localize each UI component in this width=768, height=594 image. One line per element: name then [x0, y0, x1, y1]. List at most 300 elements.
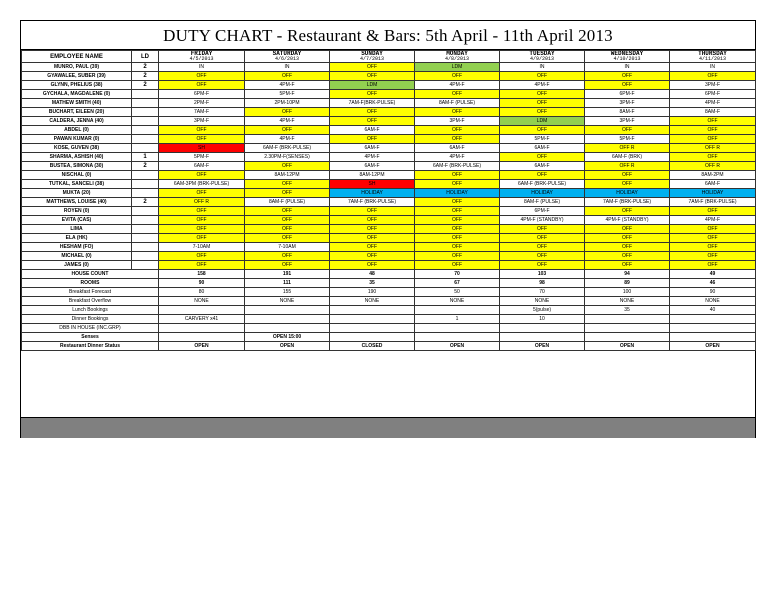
shift-cell: OFF — [585, 81, 670, 90]
shift-cell: OFF — [585, 243, 670, 252]
ld-value — [132, 216, 159, 225]
shift-cell: OFF — [500, 126, 585, 135]
summary-value — [670, 315, 756, 324]
summary-value: CARVERY x41 — [159, 315, 245, 324]
shift-cell: 8AM-F — [585, 108, 670, 117]
shift-cell: HOLIDAY — [415, 189, 500, 198]
shift-cell: OFF — [670, 225, 756, 234]
shift-cell: OFF — [330, 225, 415, 234]
summary-value: 10 — [500, 315, 585, 324]
ld-value: 1 — [132, 153, 159, 162]
day-name: SUNDAY — [361, 50, 383, 57]
employee-row — [22, 234, 756, 243]
shift-cell: OFF — [330, 234, 415, 243]
employee-row — [22, 189, 756, 198]
ld-value — [132, 135, 159, 144]
shift-cell: OFF — [585, 72, 670, 81]
summary-value: 50 — [415, 288, 500, 297]
shift-cell: 4PM-F — [500, 81, 585, 90]
shift-cell: 5PM-F — [585, 135, 670, 144]
employee-name: ELA (HK) — [22, 234, 132, 243]
summary-value — [670, 324, 756, 333]
ld-value — [132, 225, 159, 234]
shift-cell: 6AM-F (BRK-PULSE) — [245, 144, 330, 153]
employee-name: BUSTEA, SIMONA (30) — [22, 162, 132, 171]
shift-cell: OFF — [415, 207, 500, 216]
employee-row — [22, 126, 756, 135]
shift-cell: 6AM-F — [415, 144, 500, 153]
day-header — [245, 51, 330, 63]
shift-cell: OFF — [670, 126, 756, 135]
shift-cell: 3PM-F — [159, 117, 245, 126]
shift-cell: 6AM-F — [330, 144, 415, 153]
day-name: THURSDAY — [698, 50, 727, 57]
shift-cell: OFF — [585, 225, 670, 234]
shift-cell: OFF — [500, 225, 585, 234]
summary-value — [670, 333, 756, 342]
employee-name: TUTKAL, SANCELI (38) — [22, 180, 132, 189]
summary-row — [22, 342, 756, 351]
shift-cell: OFF — [500, 72, 585, 81]
shift-cell: OFF — [330, 63, 415, 72]
shift-cell: 4PM-F — [245, 117, 330, 126]
employee-row — [22, 162, 756, 171]
shift-cell: OFF — [330, 117, 415, 126]
shift-cell: 7AM-F(BRK-PULSE) — [330, 99, 415, 108]
day-date: 4/11/2013 — [698, 56, 726, 62]
employee-name: GYAWALEE, SUBER (39) — [22, 72, 132, 81]
summary-value: 48 — [330, 270, 415, 279]
shift-cell: OFF — [245, 261, 330, 270]
shift-cell: OFF — [245, 72, 330, 81]
shift-cell: 2PM-F — [159, 99, 245, 108]
shift-cell: 8AM-12PM — [330, 171, 415, 180]
day-name: MONDAY — [446, 50, 468, 57]
ld-value — [132, 171, 159, 180]
shift-cell: OFF — [500, 252, 585, 261]
shift-cell: OFF — [415, 243, 500, 252]
summary-value: NONE — [585, 297, 670, 306]
shift-cell: OFF — [500, 108, 585, 117]
shift-cell: OFF — [500, 90, 585, 99]
summary-label: Senses — [22, 333, 159, 342]
day-header — [500, 51, 585, 63]
summary-value — [585, 315, 670, 324]
day-date: 4/5/2013 — [189, 56, 214, 62]
summary-label: Breakfast Forecast — [22, 288, 159, 297]
summary-value: 100 — [585, 288, 670, 297]
summary-value — [330, 324, 415, 333]
ld-value — [132, 144, 159, 153]
employee-name: CALDERA, JENNA (40) — [22, 117, 132, 126]
shift-cell: OFF — [245, 225, 330, 234]
shift-cell: OFF — [415, 261, 500, 270]
shift-cell: 4PM-F — [670, 99, 756, 108]
shift-cell: OFF — [585, 207, 670, 216]
ld-value — [132, 117, 159, 126]
summary-value: NONE — [670, 297, 756, 306]
chart-title: DUTY CHART - Restaurant & Bars: 5th April - 11th April 2013 — [21, 21, 755, 50]
shift-cell: 8AM-12PM — [245, 171, 330, 180]
shift-cell: OFF — [245, 108, 330, 117]
shift-cell: OFF R — [159, 198, 245, 207]
shift-cell: 7-10AM — [245, 243, 330, 252]
summary-row — [22, 270, 756, 279]
shift-cell: OFF — [415, 135, 500, 144]
employee-row — [22, 99, 756, 108]
ld-value — [132, 90, 159, 99]
summary-value — [585, 333, 670, 342]
shift-cell: OFF — [415, 252, 500, 261]
footer-bar — [21, 417, 755, 438]
employee-row — [22, 72, 756, 81]
summary-value — [500, 333, 585, 342]
shift-cell: OFF — [245, 216, 330, 225]
employee-row — [22, 252, 756, 261]
summary-value: OPEN — [585, 342, 670, 351]
employee-row — [22, 81, 756, 90]
summary-value — [415, 333, 500, 342]
summary-value: NONE — [159, 297, 245, 306]
shift-cell: 6AM-F — [159, 162, 245, 171]
ld-value: 2 — [132, 72, 159, 81]
summary-value: CLOSED — [330, 342, 415, 351]
summary-value: OPEN 15:00 — [245, 333, 330, 342]
shift-cell: 4PM-F — [415, 153, 500, 162]
employee-name: NISCHAL (0) — [22, 171, 132, 180]
shift-cell: OFF — [670, 207, 756, 216]
shift-cell: OFF R — [585, 144, 670, 153]
shift-cell: OFF — [415, 198, 500, 207]
employee-row — [22, 144, 756, 153]
employee-row — [22, 225, 756, 234]
employee-row — [22, 216, 756, 225]
day-header — [330, 51, 415, 63]
employee-row — [22, 198, 756, 207]
shift-cell: OFF — [500, 153, 585, 162]
summary-value: 46 — [670, 279, 756, 288]
shift-cell: 6AM-F (BRK) — [585, 153, 670, 162]
shift-cell: OFF — [330, 72, 415, 81]
shift-cell: OFF — [159, 81, 245, 90]
shift-cell: 8AM-F (PULSE) — [245, 198, 330, 207]
employee-row — [22, 261, 756, 270]
shift-cell: OFF — [245, 207, 330, 216]
shift-cell: 8AM-2PM — [670, 171, 756, 180]
summary-value: NONE — [500, 297, 585, 306]
shift-cell: 2.30PM-F(SENSES) — [245, 153, 330, 162]
day-date: 4/7/2013 — [359, 56, 384, 62]
shift-cell: 3PM-F — [585, 117, 670, 126]
summary-value: 67 — [415, 279, 500, 288]
ld-value — [132, 234, 159, 243]
shift-cell: 4PM-F — [670, 216, 756, 225]
shift-cell: OFF — [330, 90, 415, 99]
ld-value — [132, 261, 159, 270]
shift-cell: HOLIDAY — [330, 189, 415, 198]
shift-cell: 6PM-F — [585, 90, 670, 99]
summary-row — [22, 324, 756, 333]
shift-cell: 3PM-F — [415, 117, 500, 126]
summary-value — [159, 306, 245, 315]
summary-value: 40 — [670, 306, 756, 315]
summary-value: 155 — [245, 288, 330, 297]
ld-value — [132, 108, 159, 117]
summary-value — [415, 324, 500, 333]
shift-cell: 6AM-3PM (BRK-PULSE) — [159, 180, 245, 189]
shift-cell: OFF — [159, 72, 245, 81]
shift-cell: OFF — [245, 252, 330, 261]
shift-cell: 6PM-F — [159, 90, 245, 99]
shift-cell: 7AM-F (BRK-PULSE) — [330, 198, 415, 207]
day-header — [415, 51, 500, 63]
summary-value — [330, 306, 415, 315]
employee-row — [22, 90, 756, 99]
shift-cell: OFF — [670, 153, 756, 162]
employee-row — [22, 180, 756, 189]
shift-cell: HOLIDAY — [585, 189, 670, 198]
ld-value — [132, 189, 159, 198]
employee-row — [22, 108, 756, 117]
shift-cell: OFF — [330, 261, 415, 270]
ld-value: 2 — [132, 198, 159, 207]
summary-value: 49 — [670, 270, 756, 279]
duty-table — [21, 50, 756, 351]
summary-value: NONE — [415, 297, 500, 306]
summary-value: NONE — [245, 297, 330, 306]
employee-name: ROYEN (0) — [22, 207, 132, 216]
summary-row — [22, 288, 756, 297]
shift-cell: OFF — [330, 108, 415, 117]
shift-cell: OFF — [415, 225, 500, 234]
shift-cell: OFF — [585, 261, 670, 270]
shift-cell: 3PM-F — [585, 99, 670, 108]
shift-cell: 4PM-F (STANDBY) — [500, 216, 585, 225]
shift-cell: 4PM-F — [245, 81, 330, 90]
shift-cell: OFF — [500, 171, 585, 180]
day-date: 4/8/2013 — [444, 56, 469, 62]
shift-cell: 8AM-F (PULSE) — [500, 198, 585, 207]
shift-cell: OFF — [585, 234, 670, 243]
shift-cell: LDM — [500, 117, 585, 126]
employee-name: GYCHALA, MAGDALENE (0) — [22, 90, 132, 99]
shift-cell: OFF — [159, 189, 245, 198]
shift-cell: 6AM-F — [500, 144, 585, 153]
summary-value: OPEN — [245, 342, 330, 351]
summary-value: 90 — [159, 279, 245, 288]
shift-cell: OFF — [159, 252, 245, 261]
shift-cell: OFF — [159, 225, 245, 234]
shift-cell: 7AM-F — [159, 108, 245, 117]
header-row — [22, 51, 756, 63]
employee-name: KOSE, GUVEN (38) — [22, 144, 132, 153]
shift-cell: OFF — [245, 126, 330, 135]
employee-name: GLYNN, PHELIUS (38) — [22, 81, 132, 90]
shift-cell: OFF — [670, 252, 756, 261]
shift-cell: OFF — [330, 216, 415, 225]
shift-cell: OFF — [159, 135, 245, 144]
shift-cell: OFF — [159, 216, 245, 225]
shift-cell: 6PM-F — [670, 90, 756, 99]
employee-row — [22, 243, 756, 252]
employee-row — [22, 63, 756, 72]
summary-row — [22, 315, 756, 324]
shift-cell: SH — [159, 144, 245, 153]
employee-name: SHARMA, ASHISH (40) — [22, 153, 132, 162]
summary-row — [22, 306, 756, 315]
shift-cell: 6AM-F (BRK-PULSE) — [415, 162, 500, 171]
shift-cell: LDM — [415, 63, 500, 72]
day-date: 4/10/2013 — [613, 56, 641, 62]
shift-cell: OFF — [585, 252, 670, 261]
employee-name: ABDEL (0) — [22, 126, 132, 135]
summary-value: 98 — [500, 279, 585, 288]
shift-cell: 4PM-F (STANDBY) — [585, 216, 670, 225]
shift-cell: 5PM-F — [159, 153, 245, 162]
ld-value — [132, 126, 159, 135]
employee-name: JAMES (0) — [22, 261, 132, 270]
ld-value — [132, 99, 159, 108]
shift-cell: OFF — [500, 243, 585, 252]
shift-cell: OFF — [159, 261, 245, 270]
shift-cell: HOLIDAY — [500, 189, 585, 198]
employee-name: BUCHART, EILEEN (20) — [22, 108, 132, 117]
day-name: FRIDAY — [190, 50, 213, 57]
summary-value: NONE — [330, 297, 415, 306]
ld-header: LD — [132, 51, 159, 63]
shift-cell: 2PM-10PM — [245, 99, 330, 108]
ld-value — [132, 180, 159, 189]
employee-name: HESHAM (FO) — [22, 243, 132, 252]
shift-cell: 6PM-F — [500, 207, 585, 216]
summary-value: 89 — [585, 279, 670, 288]
shift-cell: OFF — [585, 126, 670, 135]
shift-cell: 4PM-F — [245, 135, 330, 144]
shift-cell: OFF — [159, 171, 245, 180]
summary-value: 190 — [330, 288, 415, 297]
day-date: 4/9/2013 — [529, 56, 554, 62]
shift-cell: OFF — [670, 117, 756, 126]
shift-cell: OFF — [415, 126, 500, 135]
shift-cell: LDM — [330, 81, 415, 90]
shift-cell: OFF — [330, 135, 415, 144]
summary-value: 1 — [415, 315, 500, 324]
shift-cell: OFF — [245, 234, 330, 243]
shift-cell: IN — [670, 63, 756, 72]
shift-cell: HOLIDAY — [670, 189, 756, 198]
shift-cell: OFF — [670, 234, 756, 243]
summary-value: 191 — [245, 270, 330, 279]
shift-cell: OFF — [245, 162, 330, 171]
shift-cell: OFF — [330, 252, 415, 261]
duty-table-body — [22, 51, 756, 351]
employee-name: MUKTA (20) — [22, 189, 132, 198]
summary-value — [245, 306, 330, 315]
summary-value: 70 — [415, 270, 500, 279]
ld-value: 2 — [132, 81, 159, 90]
shift-cell: OFF — [670, 243, 756, 252]
summary-value: 35 — [585, 306, 670, 315]
employee-name: MATTHEWS, LOUISE (40) — [22, 198, 132, 207]
shift-cell: OFF — [159, 126, 245, 135]
day-name: SATURDAY — [272, 50, 302, 57]
shift-cell: 3PM-F — [670, 81, 756, 90]
shift-cell: OFF — [415, 216, 500, 225]
shift-cell: OFF — [670, 261, 756, 270]
shift-cell: OFF — [415, 108, 500, 117]
summary-value — [245, 324, 330, 333]
ld-value — [132, 243, 159, 252]
summary-label: HOUSE COUNT — [22, 270, 159, 279]
shift-cell: OFF — [415, 72, 500, 81]
summary-value — [159, 324, 245, 333]
shift-cell: OFF R — [670, 162, 756, 171]
shift-cell: 6AM-F — [330, 126, 415, 135]
shift-cell: OFF — [670, 72, 756, 81]
shift-cell: SH — [330, 180, 415, 189]
shift-cell: 4PM-F — [330, 153, 415, 162]
summary-value: 103 — [500, 270, 585, 279]
employee-name: LIMA — [22, 225, 132, 234]
employee-row — [22, 135, 756, 144]
shift-cell: OFF — [330, 207, 415, 216]
shift-cell: OFF — [415, 90, 500, 99]
summary-value: OPEN — [500, 342, 585, 351]
employee-row — [22, 117, 756, 126]
shift-cell: OFF — [415, 180, 500, 189]
employee-name: EVITA (CAS) — [22, 216, 132, 225]
summary-value: 5(pulse) — [500, 306, 585, 315]
shift-cell: OFF R — [585, 162, 670, 171]
day-name: TUESDAY — [529, 50, 555, 57]
shift-cell: IN — [159, 63, 245, 72]
shift-cell: OFF — [330, 243, 415, 252]
shift-cell: OFF — [500, 234, 585, 243]
summary-label: Lunch Bookings — [22, 306, 159, 315]
summary-value — [330, 315, 415, 324]
summary-label: DBB IN HOUSE (INC.GRP) — [22, 324, 159, 333]
employee-name: MUNRO, PAUL (39) — [22, 63, 132, 72]
shift-cell: OFF R — [670, 144, 756, 153]
employee-row — [22, 153, 756, 162]
ld-value — [132, 252, 159, 261]
day-header — [670, 51, 756, 63]
shift-cell: IN — [500, 63, 585, 72]
shift-cell: 6AM-F (BRK-PULSE) — [500, 180, 585, 189]
employee-name: MATHEW SMITH (40) — [22, 99, 132, 108]
shift-cell: OFF — [500, 99, 585, 108]
shift-cell: 6AM-F — [330, 162, 415, 171]
summary-value — [159, 333, 245, 342]
summary-value — [330, 333, 415, 342]
shift-cell: OFF — [415, 234, 500, 243]
shift-cell: OFF — [670, 135, 756, 144]
shift-cell: OFF — [159, 207, 245, 216]
summary-value: 111 — [245, 279, 330, 288]
shift-cell: IN — [245, 63, 330, 72]
shift-cell: OFF — [585, 180, 670, 189]
day-date: 4/6/2013 — [274, 56, 299, 62]
shift-cell: 5PM-F — [245, 90, 330, 99]
summary-value: 90 — [670, 288, 756, 297]
summary-value — [585, 324, 670, 333]
employee-name: MICHAEL (0) — [22, 252, 132, 261]
shift-cell: 8AM-F (PULSE) — [415, 99, 500, 108]
summary-value: 70 — [500, 288, 585, 297]
ld-value — [132, 207, 159, 216]
shift-cell: OFF — [245, 180, 330, 189]
shift-cell: OFF — [585, 171, 670, 180]
